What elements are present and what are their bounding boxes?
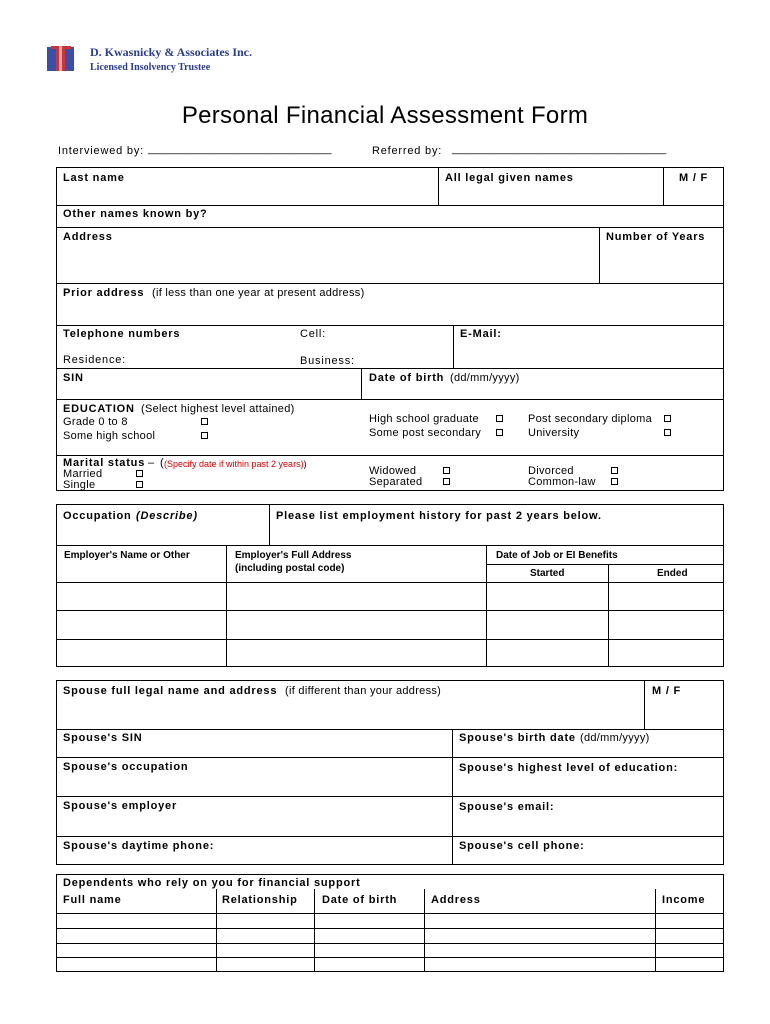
education-option: University <box>528 427 580 439</box>
marital-note: (Specify date if within past 2 years)) <box>164 459 307 469</box>
spouse-birth-date-format: (dd/mm/yyyy) <box>580 732 650 744</box>
email-field[interactable]: E-Mail: <box>460 328 502 340</box>
occupation-field[interactable]: Occupation <box>63 510 132 522</box>
education-label: EDUCATION <box>63 403 135 415</box>
education-note: (Select highest level attained) <box>141 403 295 415</box>
spouse-cell-phone-field[interactable]: Spouse's cell phone: <box>459 840 585 852</box>
marital-option: Separated <box>369 476 423 488</box>
spouse-name-address-field[interactable]: Spouse full legal name and address <box>63 685 278 697</box>
separated-checkbox[interactable] <box>443 478 450 485</box>
company-subtitle: Licensed Insolvency Trustee <box>90 62 211 73</box>
single-checkbox[interactable] <box>136 481 143 488</box>
prior-address-note: (if less than one year at present address) <box>152 287 365 299</box>
dependent-row-2[interactable] <box>57 929 723 943</box>
education-option: Some high school <box>63 430 156 442</box>
dependents-col-date-of-birth: Date of birth <box>322 894 398 906</box>
spouse-employer-field[interactable]: Spouse's employer <box>63 800 178 812</box>
page-title: Personal Financial Assessment Form <box>181 102 589 129</box>
employment-row-3[interactable] <box>57 640 723 666</box>
last-name-field[interactable]: Last name <box>63 172 125 184</box>
interviewed-by-label: Interviewed by: <box>58 145 144 157</box>
dependents-col-relationship: Relationship <box>222 894 298 906</box>
business-phone-field[interactable]: Business: <box>300 355 355 367</box>
ended-header: Ended <box>657 568 688 579</box>
marital-option: Single <box>63 479 96 491</box>
education-option: High school graduate <box>369 413 479 425</box>
employment-row-2[interactable] <box>57 611 723 639</box>
spouse-birth-date-field[interactable]: Spouse's birth date <box>459 732 576 744</box>
cell-phone-field[interactable]: Cell: <box>300 328 327 340</box>
marital-status-label: Marital status <box>63 457 146 469</box>
post-secondary-diploma-checkbox[interactable] <box>664 415 671 422</box>
spouse-name-note: (if different than your address) <box>285 685 442 697</box>
referred-by-label: Referred by: <box>372 145 443 157</box>
university-checkbox[interactable] <box>664 429 671 436</box>
years-at-address-field[interactable]: Number of Years <box>606 231 706 243</box>
started-header: Started <box>530 568 565 579</box>
residence-phone-field[interactable]: Residence: <box>63 354 127 366</box>
spouse-daytime-phone-field[interactable]: Spouse's daytime phone: <box>63 840 215 852</box>
interviewed-by-line[interactable]: ______________________________ <box>148 143 332 155</box>
sin-field[interactable]: SIN <box>63 372 84 384</box>
some-high-school-checkbox[interactable] <box>201 432 208 439</box>
employment-history-instruction: Please list employment history for past 2 years below. <box>276 510 602 522</box>
marital-option: Married <box>63 468 103 480</box>
other-names-field[interactable]: Other names known by? <box>63 208 208 220</box>
company-name: D. Kwasnicky & Associates Inc. <box>90 45 253 59</box>
employer-address-header-note: (including postal code) <box>235 563 345 574</box>
high-school-graduate-checkbox[interactable] <box>496 415 503 422</box>
dependents-col-full-name: Full name <box>63 894 122 906</box>
date-of-birth-format: (dd/mm/yyyy) <box>450 372 520 384</box>
employment-row-1[interactable] <box>57 583 723 610</box>
dependent-row-4[interactable] <box>57 958 723 971</box>
telephone-label: Telephone numbers <box>63 328 181 340</box>
dependents-title: Dependents who rely on you for financial support <box>63 877 361 889</box>
prior-address-field[interactable]: Prior address <box>63 287 145 299</box>
marital-option: Divorced <box>528 465 574 477</box>
education-option: Post secondary diploma <box>528 413 652 425</box>
marital-option: Widowed <box>369 465 417 477</box>
divorced-checkbox[interactable] <box>611 467 618 474</box>
some-post-secondary-checkbox[interactable] <box>496 429 503 436</box>
address-field[interactable]: Address <box>63 231 113 243</box>
common-law-checkbox[interactable] <box>611 478 618 485</box>
married-checkbox[interactable] <box>136 470 143 477</box>
dependents-col-address: Address <box>431 894 481 906</box>
spouse-sin-field[interactable]: Spouse's SIN <box>63 732 143 744</box>
date-of-birth-field[interactable]: Date of birth <box>369 372 445 384</box>
dependent-row-1[interactable] <box>57 914 723 928</box>
education-option: Grade 0 to 8 <box>63 416 128 428</box>
company-logo <box>46 45 76 73</box>
spouse-email-field[interactable]: Spouse's email: <box>459 801 555 813</box>
gender-field[interactable]: M / F <box>679 172 709 184</box>
education-option: Some post secondary <box>369 427 482 439</box>
marital-close-paren: ) <box>303 459 307 469</box>
grade-0-8-checkbox[interactable] <box>201 418 208 425</box>
dependents-col-income: Income <box>662 894 706 906</box>
marital-dash: – <box>148 457 155 469</box>
marital-open-paren: ( <box>160 457 165 469</box>
job-dates-header: Date of Job or EI Benefits <box>496 550 618 561</box>
spouse-gender-field[interactable]: M / F <box>652 685 682 697</box>
dependent-row-3[interactable] <box>57 944 723 957</box>
occupation-describe: (Describe) <box>136 510 198 522</box>
employer-name-header: Employer's Name or Other <box>64 550 190 561</box>
spouse-occupation-field[interactable]: Spouse's occupation <box>63 761 189 773</box>
marital-option: Common-law <box>528 476 596 488</box>
referred-by-line[interactable]: ___________________________________ <box>452 143 667 155</box>
employer-address-header: Employer's Full Address <box>235 550 352 561</box>
widowed-checkbox[interactable] <box>443 467 450 474</box>
given-names-field[interactable]: All legal given names <box>445 172 574 184</box>
spouse-education-field[interactable]: Spouse's highest level of education: <box>459 762 679 774</box>
